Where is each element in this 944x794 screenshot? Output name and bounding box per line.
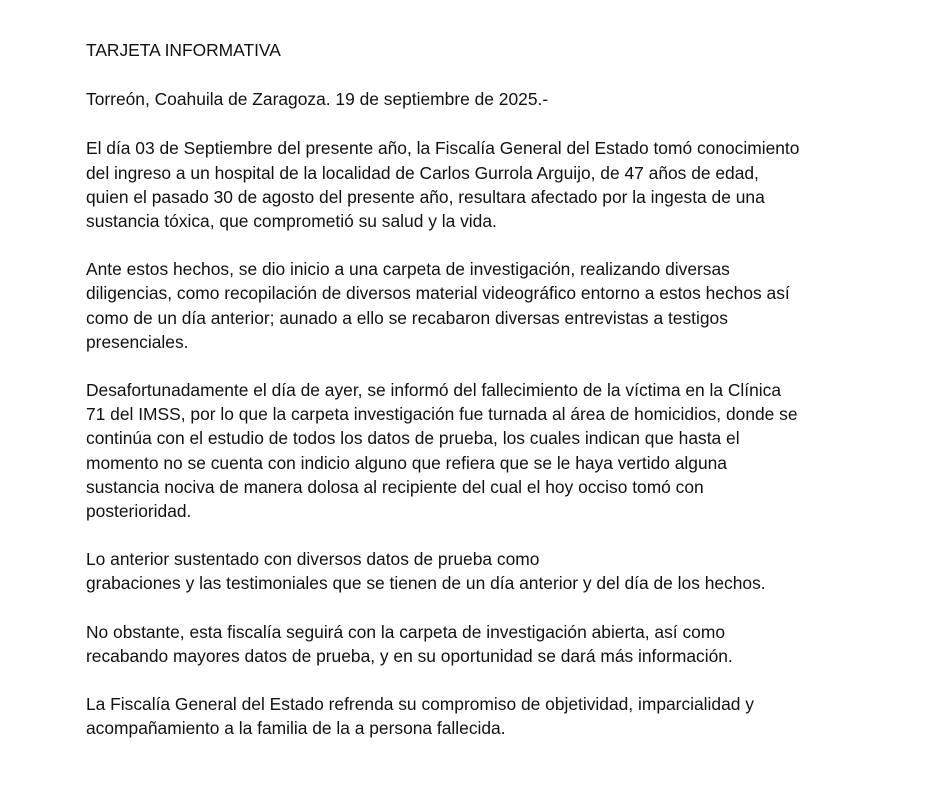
paragraph-3 <box>86 378 926 523</box>
paragraph-4 <box>86 547 926 595</box>
paragraph-line: La Fiscalía General del Estado refrenda su compromiso de objetividad, imparcialidad y <box>86 694 754 715</box>
paragraph-line: continúa con el estudio de todos los datos de prueba, los cuales indican que hasta el <box>86 428 740 449</box>
paragraph-line: Desafortunadamente el día de ayer, se informó del fallecimiento de la víctima en la Clínica <box>86 380 782 401</box>
paragraph-line: acompañamiento a la familia de la a persona fallecida. <box>86 718 506 739</box>
paragraph-6 <box>86 692 926 740</box>
paragraph-5 <box>86 620 926 668</box>
paragraph-line: Ante estos hechos, se dio inicio a una carpeta de investigación, realizando diversas <box>86 259 730 280</box>
paragraph-2 <box>86 257 926 354</box>
paragraph-line: como de un día anterior; aunado a ello se recabaron diversas entrevistas a testigos <box>86 307 728 328</box>
paragraph-line: momento no se cuenta con indicio alguno que refiera que se le haya vertido alguna <box>86 452 727 473</box>
paragraph-line: presenciales. <box>86 331 189 352</box>
paragraph-line: Lo anterior sustentado con diversos datos de prueba como <box>86 549 540 570</box>
paragraph-line: recabando mayores datos de prueba, y en su oportunidad se dará más información. <box>86 645 733 666</box>
paragraph-1 <box>86 136 926 233</box>
paragraph-line: posterioridad. <box>86 501 192 522</box>
paragraph-line: grabaciones y las testimoniales que se tienen de un día anterior y del día de los hechos. <box>86 573 766 594</box>
paragraph-line: 71 del IMSS, por lo que la carpeta investigación fue turnada al área de homicidios, donde se <box>86 404 798 425</box>
document-body <box>86 38 926 764</box>
paragraph-line: diligencias, como recopilación de diversos material videográfico entorno a estos hechos así <box>86 283 790 304</box>
paragraph-line: quien el pasado 30 de agosto del presente año, resultara afectado por la ingesta de una <box>86 186 765 207</box>
paragraph-line: sustancia tóxica, que comprometió su salud y la vida. <box>86 211 497 232</box>
paragraph-line: No obstante, esta fiscalía seguirá con la carpeta de investigación abierta, así como <box>86 621 725 642</box>
document-title: TARJETA INFORMATIVA <box>86 40 281 60</box>
paragraph-line: sustancia nociva de manera dolosa al recipiente del cual el hoy occiso tomó con <box>86 476 704 497</box>
paragraph-line: del ingreso a un hospital de la localidad de Carlos Gurrola Arguijo, de 47 años de edad, <box>86 162 759 183</box>
dateline: Torreón, Coahuila de Zaragoza. 19 de septiembre de 2025.- <box>86 89 549 110</box>
paragraph-line: El día 03 de Septiembre del presente año, la Fiscalía General del Estado tomó conocimiento <box>86 138 800 159</box>
